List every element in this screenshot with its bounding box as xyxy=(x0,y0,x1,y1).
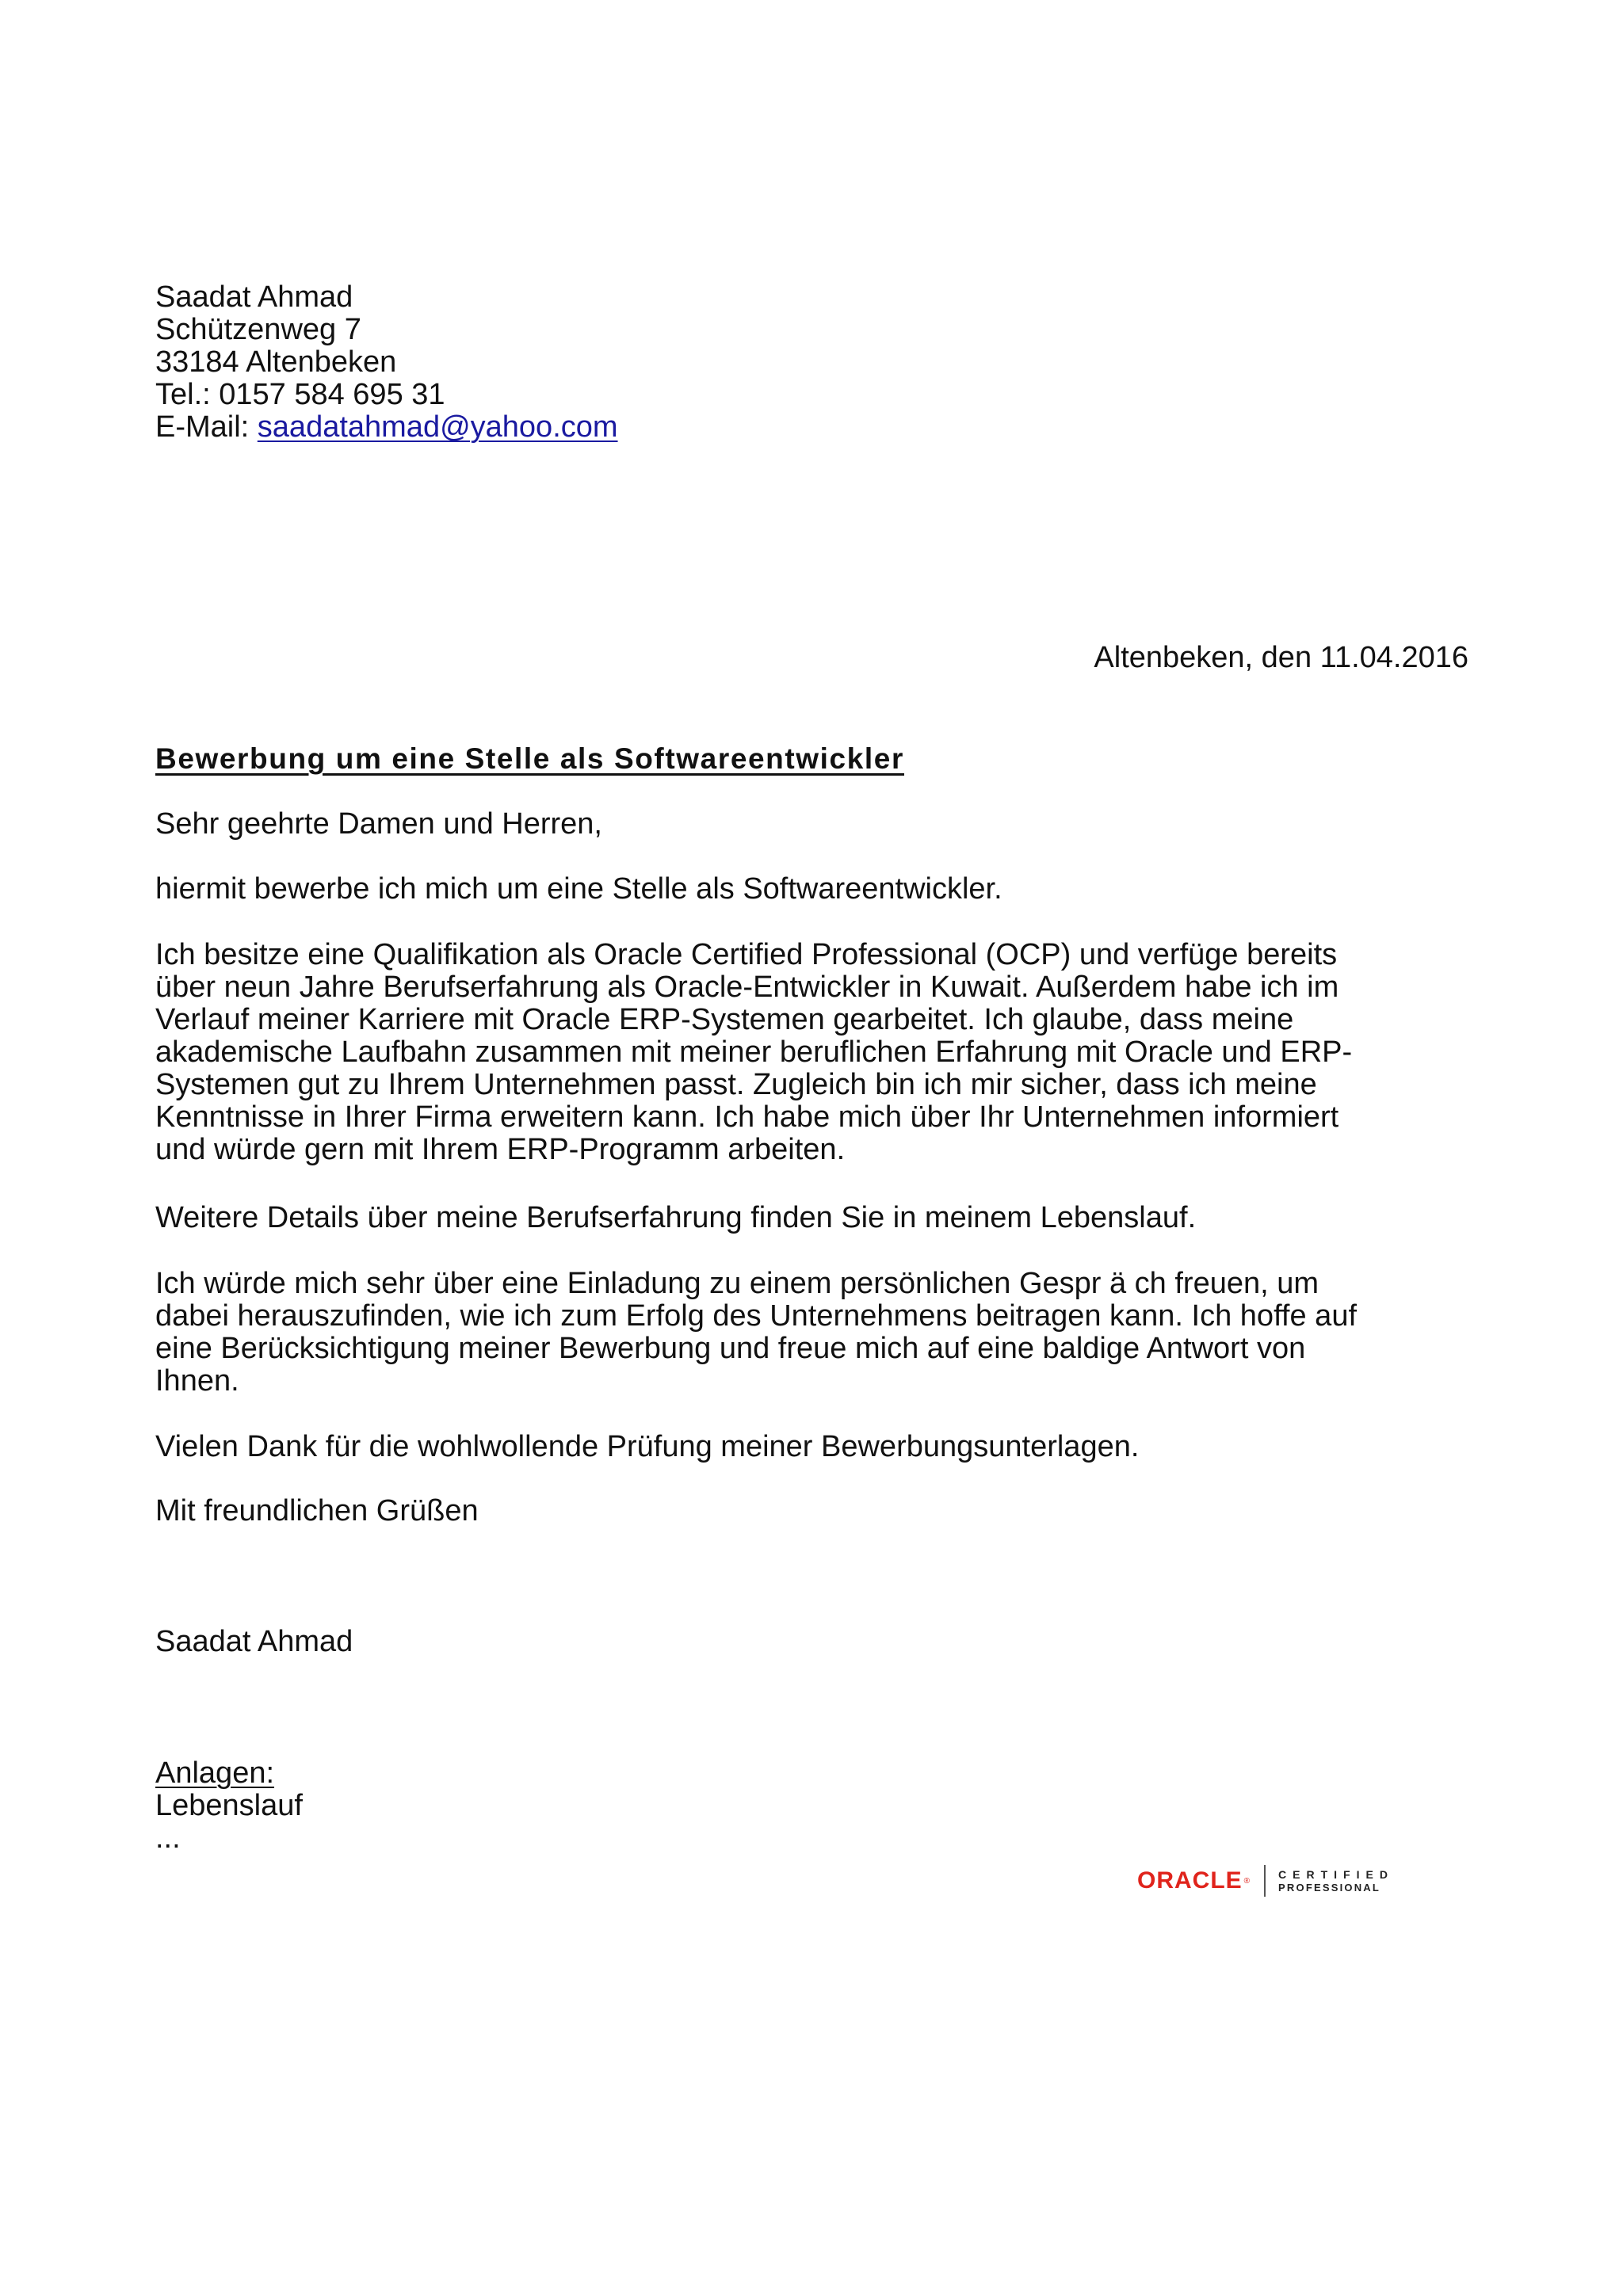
cert-line-certified: CERTIFIED xyxy=(1278,1868,1394,1881)
paragraph-line: Ich besitze eine Qualifikation als Oracle Certified Professional (OCP) und verfüge bereits xyxy=(155,938,1338,971)
cert-line-professional: PROFESSIONAL xyxy=(1278,1882,1381,1894)
letter-subject: Bewerbung um eine Stelle als Softwareentwickler xyxy=(155,742,904,775)
body-paragraph-qualification xyxy=(155,939,1471,1166)
paragraph-line: Systemen gut zu Ihrem Unternehmen passt. Zugleich bin ich mir sicher, dass ich meine xyxy=(155,1068,1317,1101)
signature-name: Saadat Ahmad xyxy=(155,1625,353,1658)
attachment-item: ... xyxy=(155,1821,181,1855)
oracle-brand-wordmark: ORACLE xyxy=(1137,1867,1243,1894)
certification-label xyxy=(1278,1867,1394,1894)
paragraph-line: eine Berücksichtigung meiner Bewerbung und freue mich auf eine baldige Antwort von xyxy=(155,1332,1306,1365)
body-paragraph-details xyxy=(155,1202,1471,1234)
intro-text: hiermit bewerbe ich mich um eine Stelle als Softwareentwickler. xyxy=(155,872,1002,906)
attachments-heading: Anlagen: xyxy=(155,1756,275,1790)
salutation-text: Sehr geehrte Damen und Herren, xyxy=(155,807,602,841)
sender-phone: Tel.: 0157 584 695 31 xyxy=(155,378,445,411)
oracle-registered-mark: ® xyxy=(1243,1876,1251,1886)
sender-address-block xyxy=(155,281,618,444)
attachments-block xyxy=(155,1757,1471,1855)
paragraph-line: Ich würde mich sehr über eine Einladung zu einem persönlichen Gespr ä ch freuen, um xyxy=(155,1267,1319,1300)
closing xyxy=(155,1495,1471,1527)
signature xyxy=(155,1626,1471,1658)
attachment-item: Lebenslauf xyxy=(155,1789,303,1822)
paragraph-line: Verlauf meiner Karriere mit Oracle ERP-Systemen gearbeitet. Ich glaube, dass meine xyxy=(155,1003,1294,1036)
thanks-text: Vielen Dank für die wohlwollende Prüfung meiner Bewerbungsunterlagen. xyxy=(155,1430,1140,1463)
paragraph-line: dabei herauszufinden, wie ich zum Erfolg des Unternehmens beitragen kann. Ich hoffe auf xyxy=(155,1299,1358,1333)
sender-email-label: E-Mail: xyxy=(155,410,258,444)
paragraph-line: über neun Jahre Berufserfahrung als Oracle-Entwickler in Kuwait. Außerdem habe ich im xyxy=(155,971,1339,1004)
paragraph-line: und würde gern mit Ihrem ERP-Programm arbeiten. xyxy=(155,1133,846,1166)
oracle-certified-professional-logo xyxy=(1137,1863,1394,1899)
sender-city: 33184 Altenbeken xyxy=(155,345,397,379)
paragraph-line: Kenntnisse in Ihrer Firma erweitern kann. Ich habe mich über Ihr Unternehmen informiert xyxy=(155,1100,1339,1134)
paragraph-line: Weitere Details über meine Berufserfahrung finden Sie in meinem Lebenslauf. xyxy=(155,1201,1197,1234)
attachments-heading-line xyxy=(155,1757,1471,1790)
sender-email-link[interactable]: saadatahmad@yahoo.com xyxy=(257,410,618,444)
thanks-paragraph xyxy=(155,1431,1471,1463)
sender-name: Saadat Ahmad xyxy=(155,280,353,314)
paragraph-line: akademische Laufbahn zusammen mit meiner beruflichen Erfahrung mit Oracle und ERP- xyxy=(155,1035,1353,1069)
closing-text: Mit freundlichen Grüßen xyxy=(155,1494,479,1527)
intro-paragraph xyxy=(155,873,1471,906)
sender-email-line xyxy=(155,411,618,444)
letter-date: Altenbeken, den 11.04.2016 xyxy=(1094,641,1468,674)
sender-street: Schützenweg 7 xyxy=(155,313,361,346)
logo-divider xyxy=(1264,1865,1266,1897)
body-paragraph-interview xyxy=(155,1268,1471,1398)
paragraph-line: Ihnen. xyxy=(155,1364,239,1398)
salutation xyxy=(155,808,1471,841)
